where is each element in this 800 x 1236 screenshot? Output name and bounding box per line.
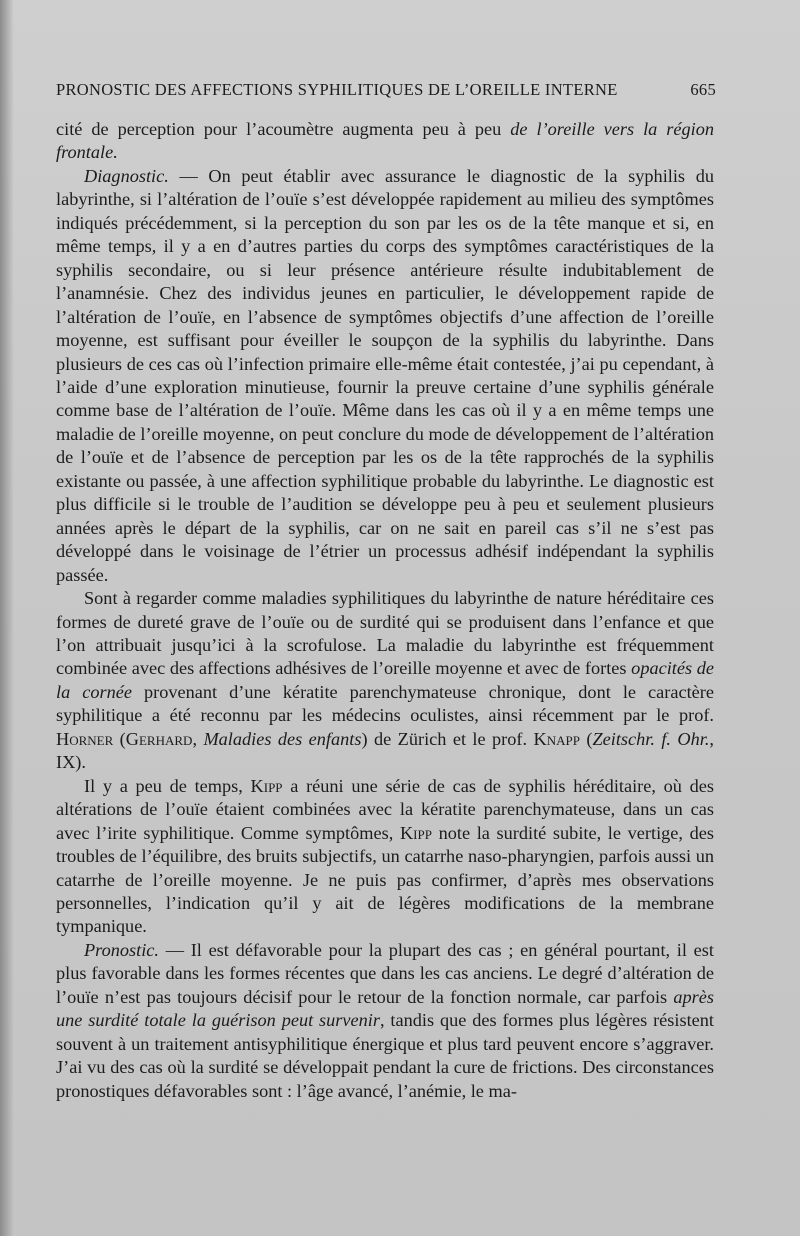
text-span: — Il est défavorable pour la plupart des cas ; en général pourtant, il est plus favorable dans les formes récentes que dans les cas anciens. Le degré d’altération de l’ouïe n’est pas toujours décisif pour le retour de la fonction normale, car parfois	[56, 939, 714, 1007]
author-name: Horner	[56, 728, 114, 749]
text-span: cité de perception pour l’acoumètre augmenta peu à peu	[56, 119, 511, 139]
author-name: Knapp	[533, 728, 580, 749]
text-span: , IX).	[56, 728, 714, 773]
text-span: (	[579, 728, 593, 749]
running-header	[56, 80, 716, 100]
paragraph-pronostic	[56, 939, 714, 1103]
text-span: — On peut établir avec assurance le diagnostic de la syphilis du labyrinthe, si l’altération de l’ouïe s’est développée rapidement au milieu des symptômes indiqués précédemment, si la perception du son par les os de la tête manque et si, en même temps, il y a en d’autres parties du corps des symptômes caractéristiques de la syphilis secondaire, ou si leur présence antérieure résulte indubitablement de l’anamnésie. Chez des individus jeunes en particulier, le développement rapide de l’altération de l’ouïe, en l’absence de symptômes objectifs d’une affection de l’oreille moyenne, est suffisant pour éveiller le soupçon de la syphilis du labyrinthe. Dans plusieurs de ces cas où l’infection primaire elle-même était contestée, j’ai pu cependant, à l’aide d’une exploration minutieuse, fournir la preuve certaine d’une syphilis générale comme base de l’altération de l’ouïe. Même dans les cas où il y a en même temps une maladie de l’oreille moyenne, on peut conclure du mode de développement de l’altération de l’ouïe et de l’absence de perception par les os de la tête rapprochés de la syphilis existante ou passée, à une affection syphilitique probable du labyrinthe. Le diagnostic est plus difficile si le trouble de l’audition se développe peu à peu et seulement plusieurs années après le départ de la syphilis, car on ne sait en pareil cas s’il ne s’est pas développé dans le voisinage de l’étrier un processus adhésif indépendant la syphilis passée.	[56, 165, 714, 585]
author-name: Kipp	[250, 775, 283, 796]
author-name: Gerhard	[125, 728, 193, 749]
running-title: PRONOSTIC DES AFFECTIONS SYPHILITIQUES DE L’OREILLE INTERNE	[56, 80, 618, 99]
text-span: , tandis que des formes plus légères résistent souvent à un traitement antisyphilitique énergique et plus tard peuvent encore s’aggraver. J’ai vu des cas où la surdité se développait pendant la cure de frictions. Des circonstances pronostiques défavorables sont : l’âge avancé, l’anémie, le ma-	[56, 1010, 714, 1101]
section-heading-pronostic: Pronostic.	[84, 939, 159, 960]
text-span: provenant d’une kératite parenchymateuse chronique, dont le caractère syphilitique a été reconnu par les médecins oculistes, ainsi récemment par le prof.	[56, 681, 714, 726]
text-span: ,	[192, 728, 204, 749]
paragraph-continuation	[56, 118, 714, 165]
text-span: Sont à regarder comme maladies syphilitiques du labyrinthe de nature héréditaire ces formes de dureté grave de l’ouïe ou de surdité qui se produisent dans l’enfance et que l’on attribuait jusqu’ici à la scrofulose. La maladie du labyrinthe est fréquemment combinée avec des affections adhésives de l’oreille moyenne et avec de fortes	[56, 588, 714, 679]
text-span: (	[113, 728, 126, 749]
text-span-italic: après une surdité totale la guérison peut survenir	[56, 986, 714, 1031]
page-number: 665	[690, 80, 716, 99]
text-span-italic: de l’oreille vers la région frontale.	[56, 119, 714, 163]
text-span: a réuni une série de cas de syphilis héréditaire, où des altérations de l’ouïe étaient combinées avec la kératite parenchymateuse, dans un cas avec l’irite syphilitique. Comme symptômes,	[56, 775, 714, 843]
text-span: Il y a peu de temps,	[84, 775, 251, 796]
text-span-italic: Zeitschr. f. Ohr.	[592, 728, 710, 749]
text-span-italic: Maladies des enfants	[203, 728, 362, 749]
text-span-italic: opacités de la cornée	[56, 658, 714, 702]
section-heading-diagnostic: Diagnostic.	[84, 165, 169, 186]
page-body	[56, 118, 714, 1103]
paragraph-hereditary	[56, 587, 714, 775]
binding-shadow	[0, 0, 14, 1236]
paragraph-diagnostic	[56, 165, 714, 587]
text-span: note la surdité subite, le vertige, des troubles de l’équilibre, des bruits subjectifs, un catarrhe naso-pharyngien, parfois aussi un catarrhe de l’oreille moyenne. Je ne puis pas confirmer, d’après mes observations personnelles, l’indication qu’il y ait de légères modifications de la membrane tympanique.	[56, 822, 714, 937]
author-name: Kipp	[399, 822, 432, 843]
paragraph-kipp	[56, 775, 714, 939]
text-span: ) de Zürich et le prof.	[361, 728, 534, 749]
